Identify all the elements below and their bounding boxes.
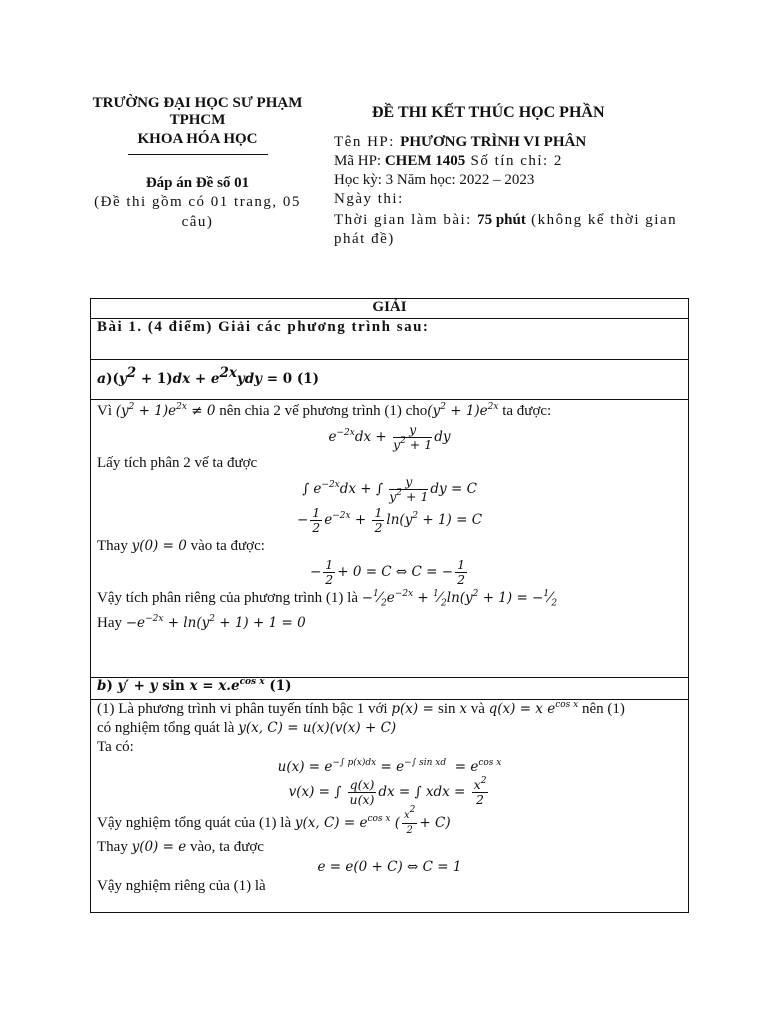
- course-name-line: [334, 133, 704, 152]
- part-b-solution-row: [91, 700, 689, 913]
- course-name-value: PHƯƠNG TRÌNH VI PHÂN: [400, 134, 587, 150]
- part-a-eq3: − $\frac{1}{2}$ $e^{-2x}$ + $\frac{1}{2}$ $\ln(y^2 + 1) = C$: [296, 505, 483, 535]
- course-name-label: Tên HP:: [334, 134, 401, 150]
- school-name-line2: TPHCM: [169, 112, 226, 128]
- solution-table: [90, 298, 689, 913]
- part-b-line6: Vậy nghiệm riêng của (1) là: [97, 878, 266, 894]
- part-a-line1: Vì $(y^2 + 1)e^{2x} \ne 0$ nên chia 2 vế phương trình (1) $cho(y^2 + 1)e^{2x}$ ta được:: [97, 402, 552, 419]
- part-a-solution-row: [91, 400, 689, 678]
- solution-header-row: [91, 299, 689, 319]
- credits-text: Số tín chỉ: 2: [465, 153, 563, 169]
- part-b-row: [91, 678, 689, 700]
- part-b-equation-cell: b) y′ + y $\sin x = x.e^{cos x}$ (1): [91, 678, 689, 700]
- part-b-equation: b: [97, 678, 107, 694]
- semester-line: Học kỳ: 3 Năm học: 2022 – 2023: [334, 172, 535, 188]
- part-a-solution: [91, 400, 689, 678]
- part-a-line3: Thay y(0) = 0 vào ta được:: [97, 538, 265, 554]
- right-header: [334, 104, 704, 249]
- part-b-line5: Thay y(0) = e vào, ta được: [97, 839, 264, 855]
- left-header: [70, 95, 325, 232]
- course-code-line: [334, 152, 704, 171]
- faculty-underline: [128, 154, 268, 155]
- part-a-eq1: $e^{-2x}dx$ + $\frac{y}{y^2 + 1}$ dy: [328, 422, 451, 452]
- exam-title: ĐỀ THI KẾT THÚC HỌC PHẦN: [372, 104, 605, 121]
- part-a-equation: a: [97, 371, 107, 387]
- part-b-line4: Vậy nghiệm tổng quát của (1) là y(x, $C) = e^{cos x}$ ( $\frac{x^2}{2}$ + C): [97, 805, 451, 836]
- problem1-title: Bài 1. (4 điểm) Giải các phương trình sau:: [91, 319, 689, 360]
- part-b-line1: (1) Là phương trình vi phân tuyến tính bậc 1 với p(x) = sin x và q(x) = x $e^{cos x}$ nên (1): [97, 700, 625, 717]
- course-code-label: Mã HP:: [334, 153, 385, 169]
- exam-note-line2: câu): [181, 214, 214, 230]
- exam-note-line1: (Đề thi gồm có 01 trang, 05: [94, 194, 301, 210]
- part-a-line2: Lấy tích phân 2 vế ta được: [97, 455, 258, 471]
- part-b-solution: [91, 700, 689, 913]
- school-name-line1: TRƯỜNG ĐẠI HỌC SƯ PHẠM: [92, 95, 303, 111]
- duration-value: 75 phút: [477, 212, 526, 228]
- duration-line: [334, 211, 704, 230]
- part-a-line5: Hay $-e^{-2x} + \ln(y^2 + 1) + 1 = 0$: [97, 613, 306, 631]
- part-b-eq1: $u(x) = e^{-\int p(x)dx} = e^{-\int sin xd} = e^{cos x}$: [277, 758, 502, 775]
- solution-header: GIẢI: [91, 299, 689, 319]
- duration-note: (không kể thời gian: [525, 212, 678, 228]
- course-code-value: CHEM 1405: [384, 153, 466, 169]
- faculty-name: KHOA HÓA HỌC: [137, 131, 258, 147]
- answer-key-title: Đáp án Đề số 01: [145, 175, 250, 191]
- duration-note-line2: phát đề): [334, 231, 395, 247]
- part-a-row: [91, 360, 689, 400]
- part-b-eq2: v(x) = ∫ $\frac{q(x)}{u(x)}$ dx = ∫ xdx = $\frac{x^2}{2}$: [288, 776, 487, 807]
- part-a-line4: Vậy tích phân riêng của phương trình (1) là $-^1⁄_2e^{-2x}$ + $^1⁄_2\ln(y^2 + 1)$ = $-^1⁄_2$: [97, 589, 558, 609]
- duration-label: Thời gian làm bài:: [334, 212, 478, 228]
- part-a-eq2: ∫ $e^{-2x}dx$ + ∫ $\frac{y}{y^2 + 1}$ dy = C: [302, 474, 477, 504]
- part-b-eq3: e = e(0 + C) ⇔ C = 1: [317, 859, 462, 875]
- part-a-eq4: − $\frac{1}{2}$ + 0 = C ⇔ C = − $\frac{1}{2}$: [309, 557, 466, 587]
- problem1-title-row: [91, 319, 689, 360]
- part-a-equation-cell: $a)(y^2 + 1)dx + e^{2x}ydy = 0$ (1): [91, 360, 689, 400]
- part-b-line3: Ta có:: [97, 739, 134, 755]
- part-b-line2: có nghiệm tổng quát là y(x, C) = u(x)(v(x) + C): [97, 720, 397, 736]
- exam-date-line: Ngày thi:: [334, 191, 404, 207]
